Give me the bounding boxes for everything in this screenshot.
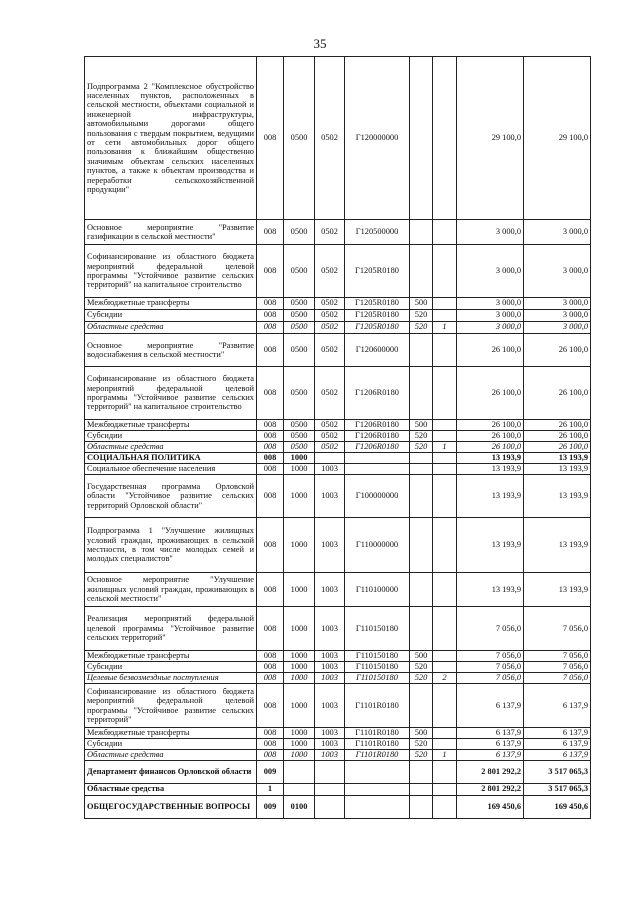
row-subsection-cell [315, 784, 345, 796]
row-sum2-cell: 7 056,0 [524, 673, 591, 684]
row-type-cell [410, 784, 433, 796]
row-sum1-cell: 7 056,0 [457, 651, 524, 662]
row-target-cell: Г110150180 [345, 673, 410, 684]
row-sum1-cell: 6 137,9 [457, 684, 524, 728]
row-section-cell: 1000 [284, 573, 315, 607]
row-code-cell: 1 [257, 784, 284, 796]
row-section-cell: 0500 [284, 298, 315, 310]
row-sum1-cell: 3 000,0 [457, 245, 524, 298]
row-subsection-cell [315, 796, 345, 819]
row-section-cell: 1000 [284, 673, 315, 684]
row-type-cell [410, 475, 433, 518]
row-type-cell: 520 [410, 431, 433, 442]
row-type-cell [410, 607, 433, 651]
row-kosgu-cell [433, 453, 457, 464]
row-target-cell [345, 784, 410, 796]
row-sum2-cell: 3 000,0 [524, 220, 591, 245]
row-code-cell: 009 [257, 796, 284, 819]
table-row [85, 322, 591, 334]
row-code-cell: 008 [257, 310, 284, 322]
row-subsection-cell: 1003 [315, 684, 345, 728]
page-number: 35 [313, 36, 327, 51]
row-name-cell: Основное мероприятие "Развитие водоснабжения в сельской местности" [85, 334, 257, 367]
row-sum1-cell: 7 056,0 [457, 662, 524, 673]
row-sum2-cell: 7 056,0 [524, 607, 591, 651]
row-code-cell: 008 [257, 420, 284, 431]
row-name-cell: Реализация мероприятий федеральной целевой программы "Устойчивое развитие сельских территорий" [85, 607, 257, 651]
row-kosgu-cell: 2 [433, 673, 457, 684]
row-subsection-cell: 1003 [315, 464, 345, 475]
row-sum2-cell: 26 100,0 [524, 442, 591, 453]
row-type-cell: 500 [410, 728, 433, 739]
row-code-cell: 008 [257, 739, 284, 750]
row-sum2-cell: 6 137,9 [524, 728, 591, 739]
row-code-cell: 008 [257, 728, 284, 739]
row-kosgu-cell [433, 464, 457, 475]
row-section-cell: 1000 [284, 684, 315, 728]
row-sum2-cell: 26 100,0 [524, 420, 591, 431]
row-type-cell: 520 [410, 442, 433, 453]
row-kosgu-cell [433, 475, 457, 518]
row-code-cell: 008 [257, 573, 284, 607]
row-target-cell: Г120500000 [345, 220, 410, 245]
row-sum2-cell: 3 000,0 [524, 245, 591, 298]
row-kosgu-cell [433, 684, 457, 728]
row-target-cell: Г120600000 [345, 334, 410, 367]
row-sum1-cell: 3 000,0 [457, 322, 524, 334]
row-subsection-cell: 1003 [315, 573, 345, 607]
row-name-cell: Областные средства [85, 750, 257, 761]
row-name-cell: Областные средства [85, 322, 257, 334]
row-name-cell: СОЦИАЛЬНАЯ ПОЛИТИКА [85, 453, 257, 464]
row-sum2-cell: 169 450,6 [524, 796, 591, 819]
row-section-cell: 0500 [284, 245, 315, 298]
row-section-cell: 0500 [284, 367, 315, 420]
row-sum2-cell: 6 137,9 [524, 684, 591, 728]
row-target-cell: Г1206R0180 [345, 442, 410, 453]
row-code-cell: 008 [257, 220, 284, 245]
row-type-cell [410, 464, 433, 475]
table-row [85, 750, 591, 761]
table-row [85, 245, 591, 298]
row-kosgu-cell: 1 [433, 750, 457, 761]
row-code-cell: 008 [257, 475, 284, 518]
row-type-cell [410, 57, 433, 220]
table-row [85, 420, 591, 431]
row-type-cell: 500 [410, 651, 433, 662]
row-section-cell: 1000 [284, 518, 315, 573]
table-row [85, 310, 591, 322]
row-subsection-cell: 1003 [315, 728, 345, 739]
row-type-cell [410, 453, 433, 464]
row-target-cell: Г110100000 [345, 573, 410, 607]
row-sum1-cell: 26 100,0 [457, 420, 524, 431]
row-subsection-cell: 0502 [315, 245, 345, 298]
row-type-cell [410, 684, 433, 728]
row-sum1-cell: 2 801 292,2 [457, 784, 524, 796]
row-target-cell: Г1206R0180 [345, 367, 410, 420]
row-code-cell: 008 [257, 57, 284, 220]
row-code-cell: 008 [257, 442, 284, 453]
row-sum2-cell: 13 193,9 [524, 453, 591, 464]
row-target-cell [345, 464, 410, 475]
row-sum2-cell: 26 100,0 [524, 367, 591, 420]
row-subsection-cell: 0502 [315, 334, 345, 367]
row-subsection-cell: 1003 [315, 475, 345, 518]
row-target-cell: Г1205R0180 [345, 322, 410, 334]
row-target-cell: Г100000000 [345, 475, 410, 518]
row-subsection-cell: 0502 [315, 57, 345, 220]
row-name-cell: Межбюджетные трансферты [85, 420, 257, 431]
row-section-cell: 0500 [284, 322, 315, 334]
row-sum1-cell: 13 193,9 [457, 453, 524, 464]
row-sum1-cell: 3 000,0 [457, 298, 524, 310]
row-subsection-cell: 1003 [315, 673, 345, 684]
row-kosgu-cell: 1 [433, 322, 457, 334]
row-section-cell: 1000 [284, 453, 315, 464]
row-sum1-cell: 6 137,9 [457, 739, 524, 750]
row-section-cell: 1000 [284, 651, 315, 662]
row-type-cell [410, 334, 433, 367]
row-sum2-cell: 13 193,9 [524, 475, 591, 518]
row-type-cell: 520 [410, 310, 433, 322]
row-code-cell: 008 [257, 518, 284, 573]
row-target-cell: Г110150180 [345, 651, 410, 662]
table-row [85, 739, 591, 750]
row-name-cell: Основное мероприятие "Развитие газификации в сельской местности" [85, 220, 257, 245]
table-row [85, 518, 591, 573]
row-sum2-cell: 3 000,0 [524, 298, 591, 310]
row-name-cell: Государственная программа Орловской области "Устойчивое развитие сельских территорий Орловской области" [85, 475, 257, 518]
row-target-cell: Г1101R0180 [345, 728, 410, 739]
row-target-cell: Г1206R0180 [345, 420, 410, 431]
row-sum2-cell: 6 137,9 [524, 750, 591, 761]
row-type-cell [410, 518, 433, 573]
row-target-cell: Г1206R0180 [345, 431, 410, 442]
row-sum1-cell: 169 450,6 [457, 796, 524, 819]
row-name-cell: Субсидии [85, 431, 257, 442]
row-section-cell: 1000 [284, 662, 315, 673]
row-kosgu-cell [433, 573, 457, 607]
row-sum2-cell: 7 056,0 [524, 651, 591, 662]
row-name-cell: ОБЩЕГОСУДАРСТВЕННЫЕ ВОПРОСЫ [85, 796, 257, 819]
row-name-cell: Областные средства [85, 784, 257, 796]
row-kosgu-cell: 1 [433, 442, 457, 453]
row-subsection-cell: 1003 [315, 750, 345, 761]
row-target-cell: Г1101R0180 [345, 739, 410, 750]
row-code-cell: 008 [257, 662, 284, 673]
row-name-cell: Подпрограмма 2 "Комплексное обустройство населенных пунктов, расположенных в сельской местности, объектами социальной и инженерной инфраструктуры, автомобильными дорогами общего пользования с твердым покрытием, ведущими от сети автомобильных дорог общего пользования к ближайшим общественно значимым объектам сельских населенных пунктов, а также к объектам производства и переработки сельскохозяйственной продукции" [85, 57, 257, 220]
row-sum2-cell: 26 100,0 [524, 431, 591, 442]
row-sum1-cell: 6 137,9 [457, 750, 524, 761]
row-kosgu-cell [433, 518, 457, 573]
row-subsection-cell [315, 761, 345, 784]
row-kosgu-cell [433, 334, 457, 367]
table-row [85, 761, 591, 784]
row-type-cell [410, 367, 433, 420]
row-type-cell [410, 796, 433, 819]
row-sum1-cell: 26 100,0 [457, 367, 524, 420]
row-sum1-cell: 6 137,9 [457, 728, 524, 739]
row-target-cell: Г110000000 [345, 518, 410, 573]
row-code-cell: 008 [257, 453, 284, 464]
row-subsection-cell: 0502 [315, 322, 345, 334]
row-sum1-cell: 26 100,0 [457, 431, 524, 442]
budget-table [84, 56, 591, 819]
row-code-cell: 008 [257, 431, 284, 442]
row-subsection-cell: 1003 [315, 739, 345, 750]
row-section-cell: 1000 [284, 750, 315, 761]
row-kosgu-cell [433, 728, 457, 739]
row-sum2-cell: 6 137,9 [524, 739, 591, 750]
row-sum1-cell: 26 100,0 [457, 334, 524, 367]
row-section-cell: 1000 [284, 464, 315, 475]
table-row [85, 453, 591, 464]
row-section-cell: 0500 [284, 57, 315, 220]
row-code-cell: 009 [257, 761, 284, 784]
table-row [85, 475, 591, 518]
row-sum2-cell: 13 193,9 [524, 464, 591, 475]
row-code-cell: 008 [257, 673, 284, 684]
row-type-cell [410, 220, 433, 245]
row-section-cell [284, 784, 315, 796]
row-code-cell: 008 [257, 464, 284, 475]
row-type-cell: 520 [410, 662, 433, 673]
row-code-cell: 008 [257, 322, 284, 334]
row-name-cell: Департамент финансов Орловской области [85, 761, 257, 784]
row-section-cell: 1000 [284, 607, 315, 651]
row-target-cell: Г110150180 [345, 607, 410, 651]
row-section-cell: 0500 [284, 334, 315, 367]
row-type-cell [410, 573, 433, 607]
table-row [85, 298, 591, 310]
row-sum2-cell: 29 100,0 [524, 57, 591, 220]
row-target-cell [345, 761, 410, 784]
row-name-cell: Подпрограмма 1 "Улучшение жилищных условий граждан, проживающих в сельской местности, в том числе молодых семей и молодых специалистов" [85, 518, 257, 573]
row-kosgu-cell [433, 784, 457, 796]
row-target-cell [345, 453, 410, 464]
row-name-cell: Субсидии [85, 739, 257, 750]
row-code-cell: 008 [257, 298, 284, 310]
row-code-cell: 008 [257, 684, 284, 728]
row-name-cell: Субсидии [85, 310, 257, 322]
row-subsection-cell: 1003 [315, 662, 345, 673]
row-sum2-cell: 3 000,0 [524, 322, 591, 334]
row-sum2-cell: 26 100,0 [524, 334, 591, 367]
row-name-cell: Областные средства [85, 442, 257, 453]
row-sum2-cell: 13 193,9 [524, 573, 591, 607]
row-type-cell: 500 [410, 420, 433, 431]
table-row [85, 662, 591, 673]
row-name-cell: Основное мероприятие "Улучшение жилищных условий граждан, проживающих в сельской местности" [85, 573, 257, 607]
row-code-cell: 008 [257, 334, 284, 367]
row-sum2-cell: 3 000,0 [524, 310, 591, 322]
row-target-cell: Г120000000 [345, 57, 410, 220]
row-section-cell: 1000 [284, 739, 315, 750]
row-subsection-cell: 0502 [315, 442, 345, 453]
table-row [85, 651, 591, 662]
row-sum2-cell: 7 056,0 [524, 662, 591, 673]
row-section-cell: 1000 [284, 475, 315, 518]
table-row [85, 442, 591, 453]
table-row [85, 334, 591, 367]
row-target-cell: Г110150180 [345, 662, 410, 673]
row-sum1-cell: 13 193,9 [457, 475, 524, 518]
row-sum1-cell: 3 000,0 [457, 310, 524, 322]
row-kosgu-cell [433, 298, 457, 310]
row-section-cell: 1000 [284, 728, 315, 739]
table-row [85, 607, 591, 651]
row-subsection-cell: 1003 [315, 518, 345, 573]
row-section-cell: 0500 [284, 220, 315, 245]
row-section-cell [284, 761, 315, 784]
row-sum1-cell: 13 193,9 [457, 573, 524, 607]
row-sum1-cell: 13 193,9 [457, 464, 524, 475]
row-subsection-cell: 0502 [315, 367, 345, 420]
row-sum1-cell: 7 056,0 [457, 673, 524, 684]
row-kosgu-cell [433, 367, 457, 420]
row-subsection-cell: 0502 [315, 431, 345, 442]
row-kosgu-cell [433, 245, 457, 298]
row-name-cell: Софинансирование из областного бюджета мероприятий федеральной целевой программы "Устойчивое развитие сельских территорий" на капитальное строительство [85, 245, 257, 298]
row-subsection-cell: 0502 [315, 298, 345, 310]
row-target-cell: Г1205R0180 [345, 298, 410, 310]
row-kosgu-cell [433, 310, 457, 322]
row-name-cell: Софинансирование из областного бюджета мероприятий федеральной целевой программы "Устойчивое развитие сельских территорий" [85, 684, 257, 728]
row-kosgu-cell [433, 761, 457, 784]
row-subsection-cell: 0502 [315, 420, 345, 431]
row-code-cell: 008 [257, 651, 284, 662]
row-type-cell: 500 [410, 298, 433, 310]
row-target-cell: Г1205R0180 [345, 245, 410, 298]
row-kosgu-cell [433, 607, 457, 651]
row-name-cell: Софинансирование из областного бюджета мероприятий федеральной целевой программы "Устойчивое развитие сельских территорий" на капитальное строительство [85, 367, 257, 420]
row-name-cell: Субсидии [85, 662, 257, 673]
row-target-cell [345, 796, 410, 819]
row-sum1-cell: 29 100,0 [457, 57, 524, 220]
table-row [85, 367, 591, 420]
table-row [85, 573, 591, 607]
table-row [85, 220, 591, 245]
row-kosgu-cell [433, 662, 457, 673]
row-sum1-cell: 3 000,0 [457, 220, 524, 245]
row-name-cell: Межбюджетные трансферты [85, 651, 257, 662]
row-sum1-cell: 26 100,0 [457, 442, 524, 453]
budget-table-body [85, 57, 591, 819]
row-name-cell: Целевые безвозмездные поступления [85, 673, 257, 684]
row-target-cell: Г1205R0180 [345, 310, 410, 322]
row-sum1-cell: 13 193,9 [457, 518, 524, 573]
row-section-cell: 0500 [284, 310, 315, 322]
row-sum1-cell: 2 801 292,2 [457, 761, 524, 784]
row-sum2-cell: 3 517 065,3 [524, 761, 591, 784]
row-type-cell: 520 [410, 750, 433, 761]
table-row [85, 431, 591, 442]
row-kosgu-cell [433, 796, 457, 819]
row-subsection-cell: 1003 [315, 651, 345, 662]
row-sum1-cell: 7 056,0 [457, 607, 524, 651]
row-code-cell: 008 [257, 607, 284, 651]
row-kosgu-cell [433, 651, 457, 662]
table-row [85, 784, 591, 796]
row-section-cell: 0500 [284, 442, 315, 453]
table-row [85, 673, 591, 684]
row-target-cell: Г1101R0180 [345, 684, 410, 728]
row-sum2-cell: 3 517 065,3 [524, 784, 591, 796]
row-code-cell: 008 [257, 367, 284, 420]
row-kosgu-cell [433, 431, 457, 442]
row-subsection-cell: 0502 [315, 220, 345, 245]
row-type-cell [410, 245, 433, 298]
row-sum2-cell: 13 193,9 [524, 518, 591, 573]
row-name-cell: Межбюджетные трансферты [85, 298, 257, 310]
row-type-cell: 520 [410, 673, 433, 684]
row-subsection-cell [315, 453, 345, 464]
row-section-cell: 0100 [284, 796, 315, 819]
row-type-cell [410, 761, 433, 784]
row-code-cell: 008 [257, 245, 284, 298]
row-name-cell: Социальное обеспечение населения [85, 464, 257, 475]
row-kosgu-cell [433, 739, 457, 750]
row-subsection-cell: 0502 [315, 310, 345, 322]
row-target-cell: Г1101R0180 [345, 750, 410, 761]
row-section-cell: 0500 [284, 420, 315, 431]
table-row [85, 57, 591, 220]
row-kosgu-cell [433, 420, 457, 431]
table-row [85, 796, 591, 819]
row-type-cell: 520 [410, 739, 433, 750]
table-row [85, 684, 591, 728]
row-type-cell: 520 [410, 322, 433, 334]
row-section-cell: 0500 [284, 431, 315, 442]
row-code-cell: 008 [257, 750, 284, 761]
row-kosgu-cell [433, 57, 457, 220]
table-row [85, 728, 591, 739]
row-subsection-cell: 1003 [315, 607, 345, 651]
row-name-cell: Межбюджетные трансферты [85, 728, 257, 739]
row-kosgu-cell [433, 220, 457, 245]
table-row [85, 464, 591, 475]
